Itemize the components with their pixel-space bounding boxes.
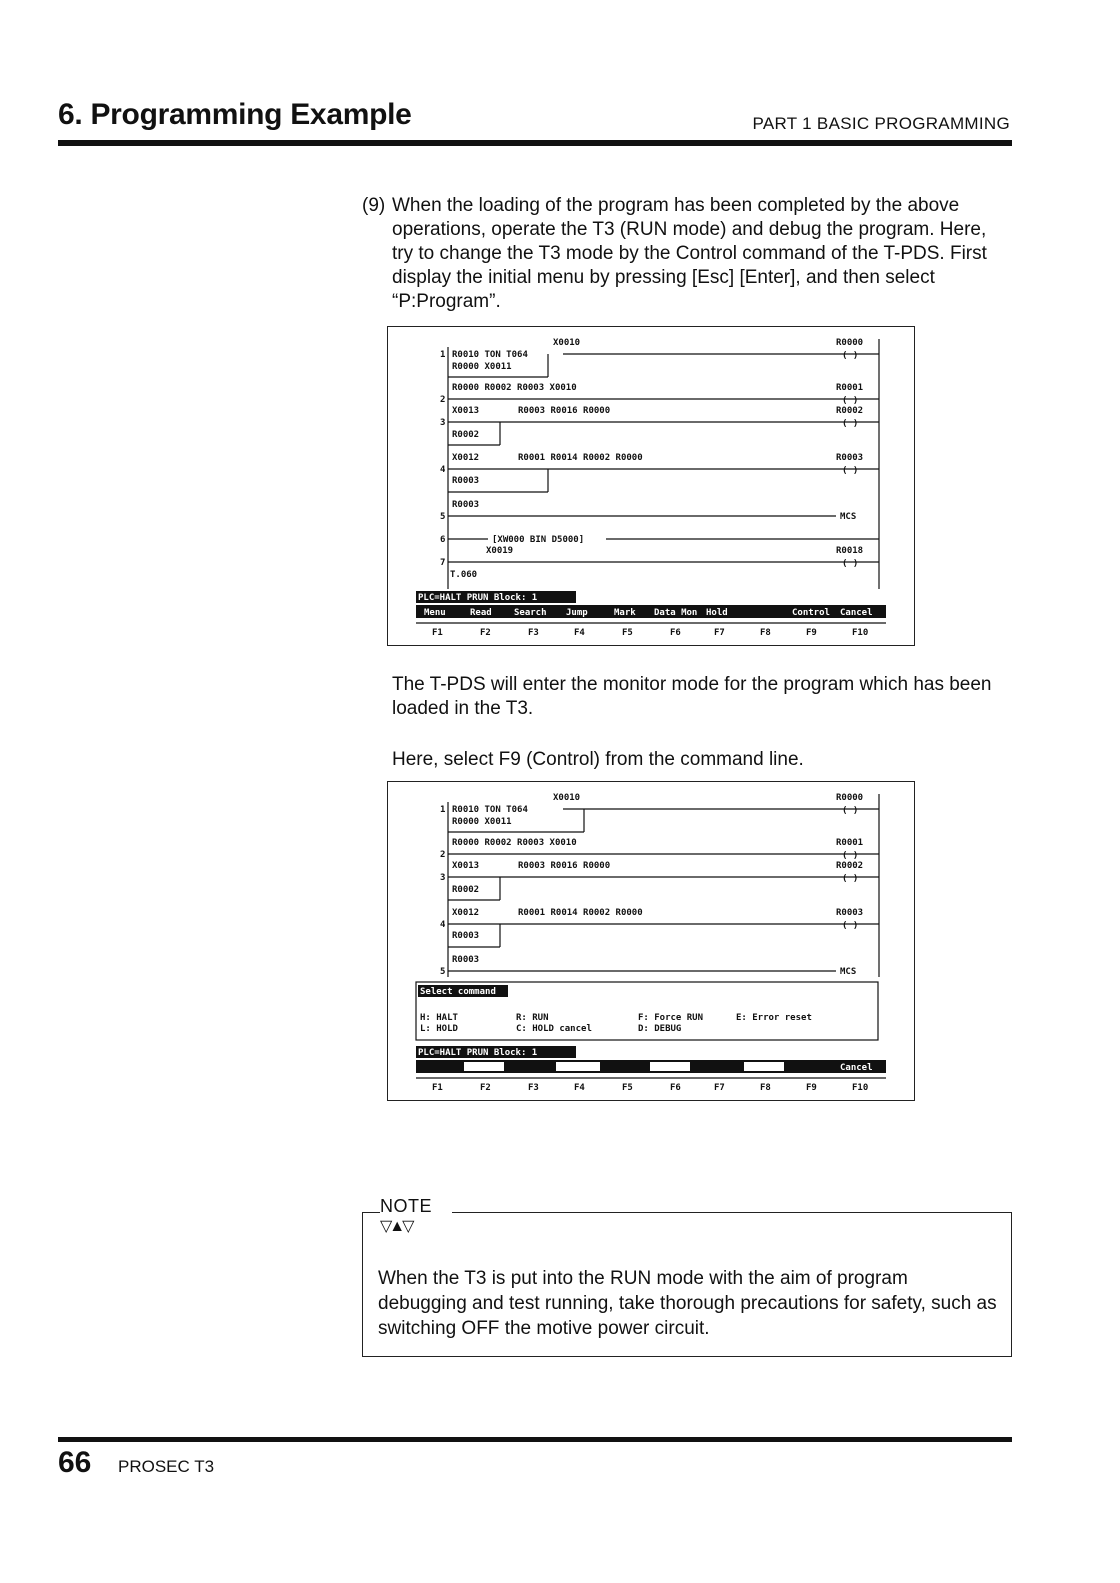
- svg-text:X0010: X0010: [553, 793, 581, 803]
- svg-text:( ): ( ): [842, 396, 859, 406]
- menu-f10[interactable]: Cancel: [840, 608, 873, 618]
- rung1-branch: R0000 X0011: [452, 362, 512, 372]
- svg-text:R0010 TON T064: R0010 TON T064: [452, 805, 528, 815]
- fkey-1: F1: [432, 628, 443, 638]
- svg-text:F8: F8: [760, 1083, 771, 1093]
- svg-text:1: 1: [440, 805, 446, 815]
- dialog-title: Select command: [420, 987, 496, 997]
- menu-f6[interactable]: Data Mon: [654, 608, 698, 618]
- fkey-4: F4: [574, 628, 585, 638]
- menu-f1[interactable]: Menu: [424, 608, 446, 618]
- rung4-coil-label: R0003: [836, 453, 864, 463]
- svg-text:( ): ( ): [842, 559, 859, 569]
- footer-rule: [58, 1437, 1012, 1442]
- header-rule: [58, 140, 1012, 146]
- rung7-b: T.060: [450, 570, 478, 580]
- option-run[interactable]: R: RUN: [516, 1013, 549, 1023]
- menu-f4[interactable]: Jump: [566, 608, 588, 618]
- svg-text:R0002: R0002: [836, 861, 864, 871]
- ladder-diagram-control: [388, 782, 915, 1101]
- monitor-mode-paragraph: The T-PDS will enter the monitor mode for the program which has been loaded in the T3.: [392, 674, 992, 719]
- ladder-diagram: [388, 327, 915, 646]
- note-label: NOTE: [380, 1196, 433, 1216]
- svg-text:X0012: X0012: [452, 908, 480, 918]
- svg-text:R0003 R0016 R0000: R0003 R0016 R0000: [518, 861, 611, 871]
- note-lead-line: [362, 1212, 380, 1213]
- rung5-coil: MCS: [840, 512, 857, 522]
- product-name: PROSEC T3: [118, 1457, 215, 1476]
- section-title: 6. Programming Example: [58, 98, 412, 131]
- step-number: (9): [362, 195, 386, 216]
- svg-text:MCS: MCS: [840, 967, 857, 977]
- rung1-contacts: R0010 TON T064: [452, 350, 528, 360]
- svg-text:R0000: R0000: [836, 793, 864, 803]
- rung3-number: 3: [440, 418, 446, 428]
- menu-f9[interactable]: Control: [792, 608, 830, 618]
- svg-text:X0013: X0013: [452, 861, 480, 871]
- rung2-coil-label: R0001: [836, 383, 864, 393]
- menu-f5[interactable]: Mark: [614, 608, 636, 618]
- option-force-run[interactable]: F: Force RUN: [638, 1013, 704, 1023]
- fkey-3: F3: [528, 628, 539, 638]
- svg-text:( ): ( ): [842, 806, 859, 816]
- rung6-number: 6: [440, 535, 446, 545]
- rung7-a: X0019: [486, 546, 514, 556]
- rung1-coil-symbol: ( ): [842, 351, 859, 361]
- svg-text:( ): ( ): [842, 466, 859, 476]
- svg-text:F1: F1: [432, 1083, 443, 1093]
- option-debug[interactable]: D: DEBUG: [638, 1024, 682, 1034]
- rung2-b: X0013: [452, 406, 480, 416]
- rung1-number: 1: [440, 350, 446, 360]
- rung3-branch: R0002: [452, 430, 480, 440]
- menu-f7[interactable]: Hold: [706, 608, 728, 618]
- svg-text:F2: F2: [480, 1083, 491, 1093]
- option-hold[interactable]: L: HOLD: [420, 1024, 458, 1034]
- svg-text:F4: F4: [574, 1083, 585, 1093]
- svg-text:5: 5: [440, 967, 446, 977]
- svg-text:( ): ( ): [842, 851, 859, 861]
- svg-text:R0000 X0011: R0000 X0011: [452, 817, 512, 827]
- svg-text:( ): ( ): [842, 921, 859, 931]
- note-text: When the T3 is put into the RUN mode with the aim of program debugging and test running, take thorough precautions for safety, such as switching OFF the motive power circuit.: [378, 1268, 997, 1339]
- rung2-number: 2: [440, 395, 446, 405]
- svg-text:R0003: R0003: [836, 908, 864, 918]
- fkey-6: F6: [670, 628, 681, 638]
- note-triangles-icon: ▽▲▽: [380, 1218, 412, 1235]
- ladder-screen-control: [387, 781, 915, 1101]
- note-top-line: [452, 1212, 1012, 1213]
- rung7-number: 7: [440, 558, 446, 568]
- svg-text:3: 3: [440, 873, 446, 883]
- svg-text:4: 4: [440, 920, 446, 930]
- page-number: 66: [58, 1446, 92, 1479]
- rung6-instr: [XW000 BIN D5000]: [492, 535, 585, 545]
- fkey-9: F9: [806, 628, 817, 638]
- svg-text:( ): ( ): [842, 419, 859, 429]
- step-paragraph: [362, 194, 1012, 314]
- rung4-c: R0003: [452, 476, 480, 486]
- rung1-top-label: X0010: [553, 338, 581, 348]
- rung1-coil-label: R0000: [836, 338, 864, 348]
- option-halt[interactable]: H: HALT: [420, 1013, 458, 1023]
- rung4-number: 4: [440, 465, 446, 475]
- part-label: PART 1 BASIC PROGRAMMING: [752, 114, 1010, 133]
- svg-text:F3: F3: [528, 1083, 539, 1093]
- svg-text:F10: F10: [852, 1083, 869, 1093]
- menu-f2[interactable]: Read: [470, 608, 492, 618]
- svg-text:F5: F5: [622, 1083, 633, 1093]
- svg-text:2: 2: [440, 850, 446, 860]
- menu-cancel[interactable]: Cancel: [840, 1063, 873, 1073]
- rung5-number: 5: [440, 512, 446, 522]
- svg-text:R0002: R0002: [452, 885, 480, 895]
- fkey-7: F7: [714, 628, 725, 638]
- svg-text:F9: F9: [806, 1083, 817, 1093]
- svg-text:R0003: R0003: [452, 931, 480, 941]
- rung4-b: R0001 R0014 R0002 R0000: [518, 453, 643, 463]
- fkey-5: F5: [622, 628, 633, 638]
- rung2-c: R0003 R0016 R0000: [518, 406, 611, 416]
- rung7-coil-label: R0018: [836, 546, 864, 556]
- rung2-contacts: R0000 R0002 R0003 X0010: [452, 383, 577, 393]
- svg-text:( ): ( ): [842, 874, 859, 884]
- svg-text:R0001: R0001: [836, 838, 864, 848]
- rung2-coil2-label: R0002: [836, 406, 864, 416]
- svg-text:F6: F6: [670, 1083, 681, 1093]
- step-text: When the loading of the program has been completed by the above operations, operate the T3 (RUN mode) and debug the program. Here, try to change the T3 mode by the Control command of the T-PDS. First display the initial menu by pressing [Esc] [Enter], and then select “P:Program”.: [392, 195, 987, 312]
- svg-text:R0003: R0003: [452, 955, 480, 965]
- option-hold-cancel[interactable]: C: HOLD cancel: [516, 1024, 592, 1034]
- fkey-2: F2: [480, 628, 491, 638]
- svg-text:F7: F7: [714, 1083, 725, 1093]
- menu-f3[interactable]: Search: [514, 608, 547, 618]
- svg-text:R0001 R0014 R0002 R0000: R0001 R0014 R0002 R0000: [518, 908, 643, 918]
- fkey-10: F10: [852, 628, 869, 638]
- option-error-reset[interactable]: E: Error reset: [736, 1013, 812, 1023]
- status-line-2: PLC=HALT PRUN Block: 1: [418, 1048, 538, 1058]
- rung5-a: R0003: [452, 500, 480, 510]
- rung4-a: X0012: [452, 453, 480, 463]
- ladder-screen-monitor: [387, 326, 915, 646]
- fkey-8: F8: [760, 628, 771, 638]
- svg-text:R0000 R0002 R0003 X0010: R0000 R0002 R0003 X0010: [452, 838, 577, 848]
- status-line: PLC=HALT PRUN Block: 1: [418, 593, 538, 603]
- select-control-paragraph: Here, select F9 (Control) from the command line.: [392, 749, 804, 770]
